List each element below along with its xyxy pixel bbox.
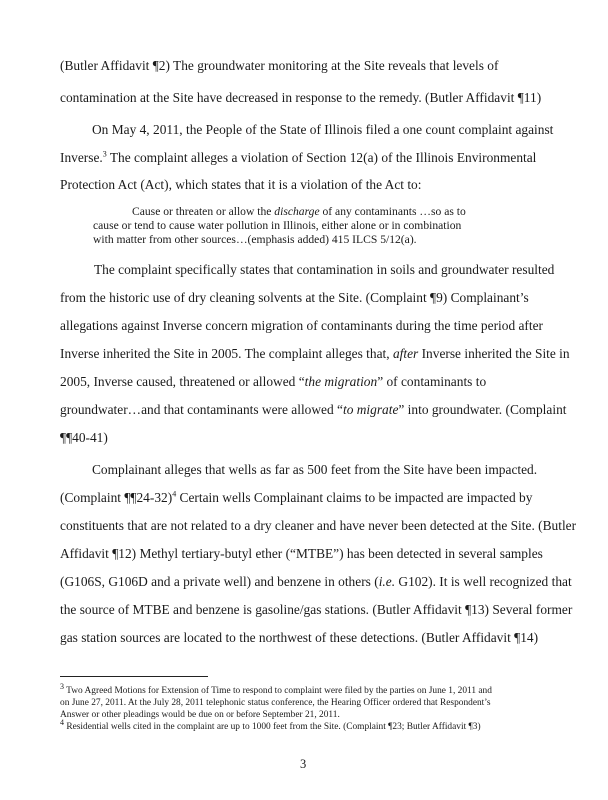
footnote-mark: 4 bbox=[60, 717, 64, 727]
body-text: groundwater…and that contaminants were allowed “ bbox=[60, 402, 343, 417]
footnote-mark: 3 bbox=[60, 681, 64, 691]
body-text: Inverse inherited the Site in 2005. The complaint alleges that, bbox=[60, 346, 393, 361]
body-text: Certain wells Complainant claims to be impacted are impacted by bbox=[176, 490, 533, 505]
body-text: G102). It is well recognized that bbox=[395, 574, 572, 589]
footnote-3-line bbox=[60, 681, 492, 697]
block-quote-line: cause or tend to cause water pollution in Illinois, either alone or in combination bbox=[93, 219, 462, 232]
body-line: ¶¶40-41) bbox=[60, 430, 108, 445]
quote-text: Cause or threaten or allow the bbox=[132, 205, 275, 218]
body-line: The complaint specifically states that contamination in soils and groundwater resulted bbox=[94, 262, 555, 277]
footnote-3-line: on June 27, 2011. At the July 28, 2011 telephonic status conference, the Hearing Officer ordered that Respondent’s bbox=[60, 698, 491, 708]
body-text: (G106S, G106D and a private well) and benzene in others ( bbox=[60, 574, 379, 589]
body-line: Protection Act (Act), which states that it is a violation of the Act to: bbox=[60, 177, 422, 192]
footnote-separator bbox=[60, 676, 208, 677]
footnote-text: Residential wells cited in the complaint are up to 1000 feet from the Site. (Complaint ¶23; Butler Affidavit ¶3) bbox=[64, 722, 481, 732]
body-line bbox=[60, 374, 486, 390]
body-line: Complainant alleges that wells as far as 500 feet from the Site have been impacted. bbox=[92, 462, 538, 477]
body-line bbox=[60, 490, 532, 506]
body-line bbox=[60, 150, 536, 166]
body-line bbox=[60, 402, 567, 418]
body-line: Affidavit ¶12) Methyl tertiary-butyl ether (“MTBE”) has been detected in several samples bbox=[60, 546, 543, 561]
footnote-ref: 3 bbox=[102, 149, 107, 159]
quote-text: of any contaminants …so as to bbox=[319, 205, 466, 218]
footnote-4-line bbox=[60, 717, 481, 733]
block-quote-line bbox=[132, 205, 466, 218]
body-text: ” into groundwater. (Complaint bbox=[398, 402, 567, 417]
body-line: gas station sources are located to the northwest of these detections. (Butler Affidavit ¶14) bbox=[60, 630, 539, 645]
body-line: from the historic use of dry cleaning solvents at the Site. (Complaint ¶9) Complainant’s bbox=[60, 290, 529, 305]
body-line: constituents that are not related to a dry cleaner and have never been detected at the Site. (Butler bbox=[60, 518, 577, 533]
body-emphasis: i.e. bbox=[378, 574, 396, 589]
body-line: On May 4, 2011, the People of the State of Illinois filed a one count complaint against bbox=[92, 122, 554, 137]
body-text: The complaint alleges a violation of Section 12(a) of the Illinois Environmental bbox=[106, 150, 537, 165]
body-text: 2005, Inverse caused, threatened or allowed “ bbox=[60, 374, 305, 389]
block-quote-line: with matter from other sources…(emphasis added) 415 ILCS 5/12(a). bbox=[93, 233, 417, 246]
body-text: (Complaint ¶¶24-32) bbox=[60, 490, 173, 505]
body-line: contamination at the Site have decreased in response to the remedy. (Butler Affidavit ¶11) bbox=[60, 90, 542, 105]
body-emphasis: after bbox=[392, 346, 419, 361]
body-line: (Butler Affidavit ¶2) The groundwater monitoring at the Site reveals that levels of bbox=[60, 58, 499, 73]
body-text: Inverse. bbox=[60, 150, 103, 165]
footnote-3-line: Answer or other pleadings would be due on or before September 21, 2011. bbox=[60, 710, 340, 720]
page-number: 3 bbox=[300, 757, 307, 771]
body-line bbox=[60, 574, 572, 590]
body-line: the source of MTBE and benzene is gasoline/gas stations. (Butler Affidavit ¶13) Several former bbox=[60, 602, 573, 617]
body-emphasis: to migrate bbox=[342, 402, 399, 417]
body-line bbox=[60, 346, 570, 362]
quote-emphasis: discharge bbox=[274, 205, 320, 218]
footnote-ref: 4 bbox=[172, 489, 177, 499]
footnote-text: Two Agreed Motions for Extension of Time to respond to complaint were filed by the parties on June 1, 2011 and bbox=[64, 686, 492, 696]
body-text: Inverse inherited the Site in bbox=[418, 346, 570, 361]
body-line: allegations against Inverse concern migration of contaminants during the time period after bbox=[60, 318, 544, 333]
body-text: ” of contaminants to bbox=[377, 374, 487, 389]
body-emphasis: the migration bbox=[304, 374, 378, 389]
